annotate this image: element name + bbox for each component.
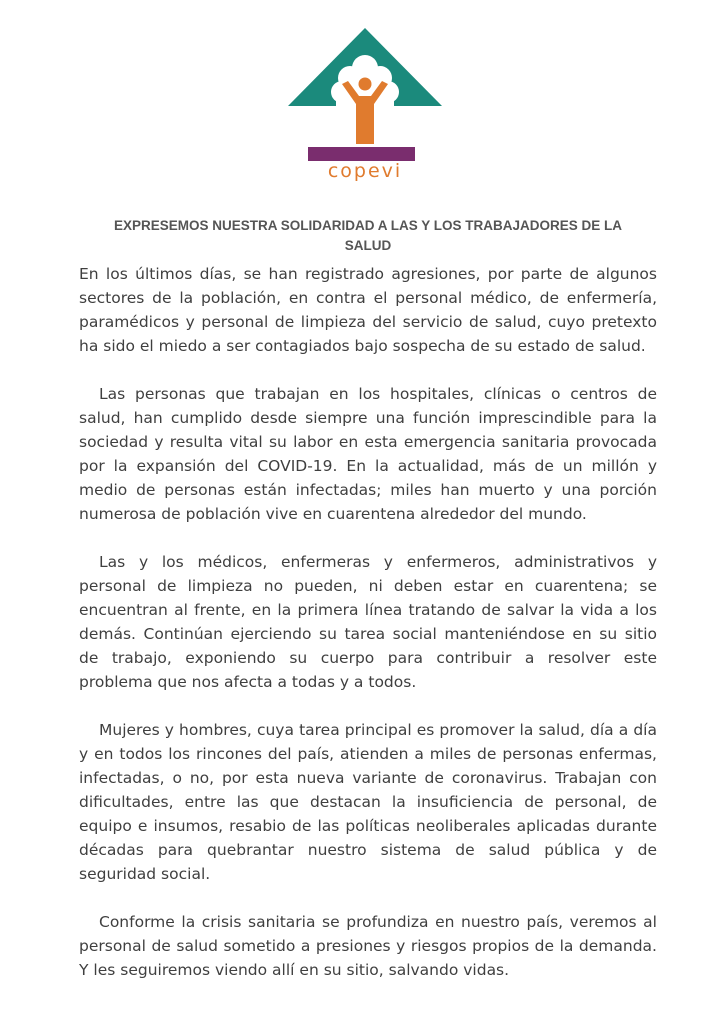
paragraph-1: En los últimos días, se han registrado agresiones, por parte de algunos sectores de la población, en contra el personal médico, de enfermería, paramédicos y personal de limpieza del servicio de salud, cuyo pretexto ha sido el miedo a ser contagiados bajo sospecha de su estado de salud.: [79, 265, 657, 355]
paragraph-3: Las y los médicos, enfermeras y enfermeros, administrativos y personal de limpieza no pueden, ni deben estar en cuarentena; se encuentran al frente, en la primera línea tratando de salvar la vida a los demás. Continúan ejerciendo su tarea social manteniéndose en su sitio de trabajo, exponiendo su cuerpo para contribuir a resolver este problema que nos afecta a todas y a todos.: [79, 553, 657, 691]
document-body: [79, 262, 657, 982]
logo-wordmark: copevi: [327, 160, 403, 182]
paragraph-4: Mujeres y hombres, cuya tarea principal es promover la salud, día a día y en todos los rincones del país, atienden a miles de personas enfermas, infectadas, o no, por esta nueva variante de coronavirus. Trabajan con dificultades, entre las que destacan la insuficiencia de personal, de equipo e insumos, resabio de las políticas neoliberales aplicadas durante décadas para quebrantar nuestro sistema de salud pública y de seguridad social.: [79, 721, 657, 883]
document-title: EXPRESEMOS NUESTRA SOLIDARIDAD A LAS Y LOS TRABAJADORES DE LA SALUD: [113, 218, 623, 253]
paragraph-2: Las personas que trabajan en los hospitales, clínicas o centros de salud, han cumplido desde siempre una función imprescindible para la sociedad y resulta vital su labor en esta emergencia sanitaria provocada por la expansión del COVID-19. En la actualidad, más de un millón y medio de personas están infectadas; miles han muerto y una porción numerosa de población vive en cuarentena alrededor del mundo.: [79, 385, 657, 523]
base-bar: [308, 147, 415, 161]
person-figure-icon: [342, 78, 388, 145]
paragraph-5: Conforme la crisis sanitaria se profundiza en nuestro país, veremos al personal de salud sometido a presiones y riesgos propios de la demanda. Y les seguiremos viendo allí en su sitio, salvando vidas.: [79, 913, 657, 979]
